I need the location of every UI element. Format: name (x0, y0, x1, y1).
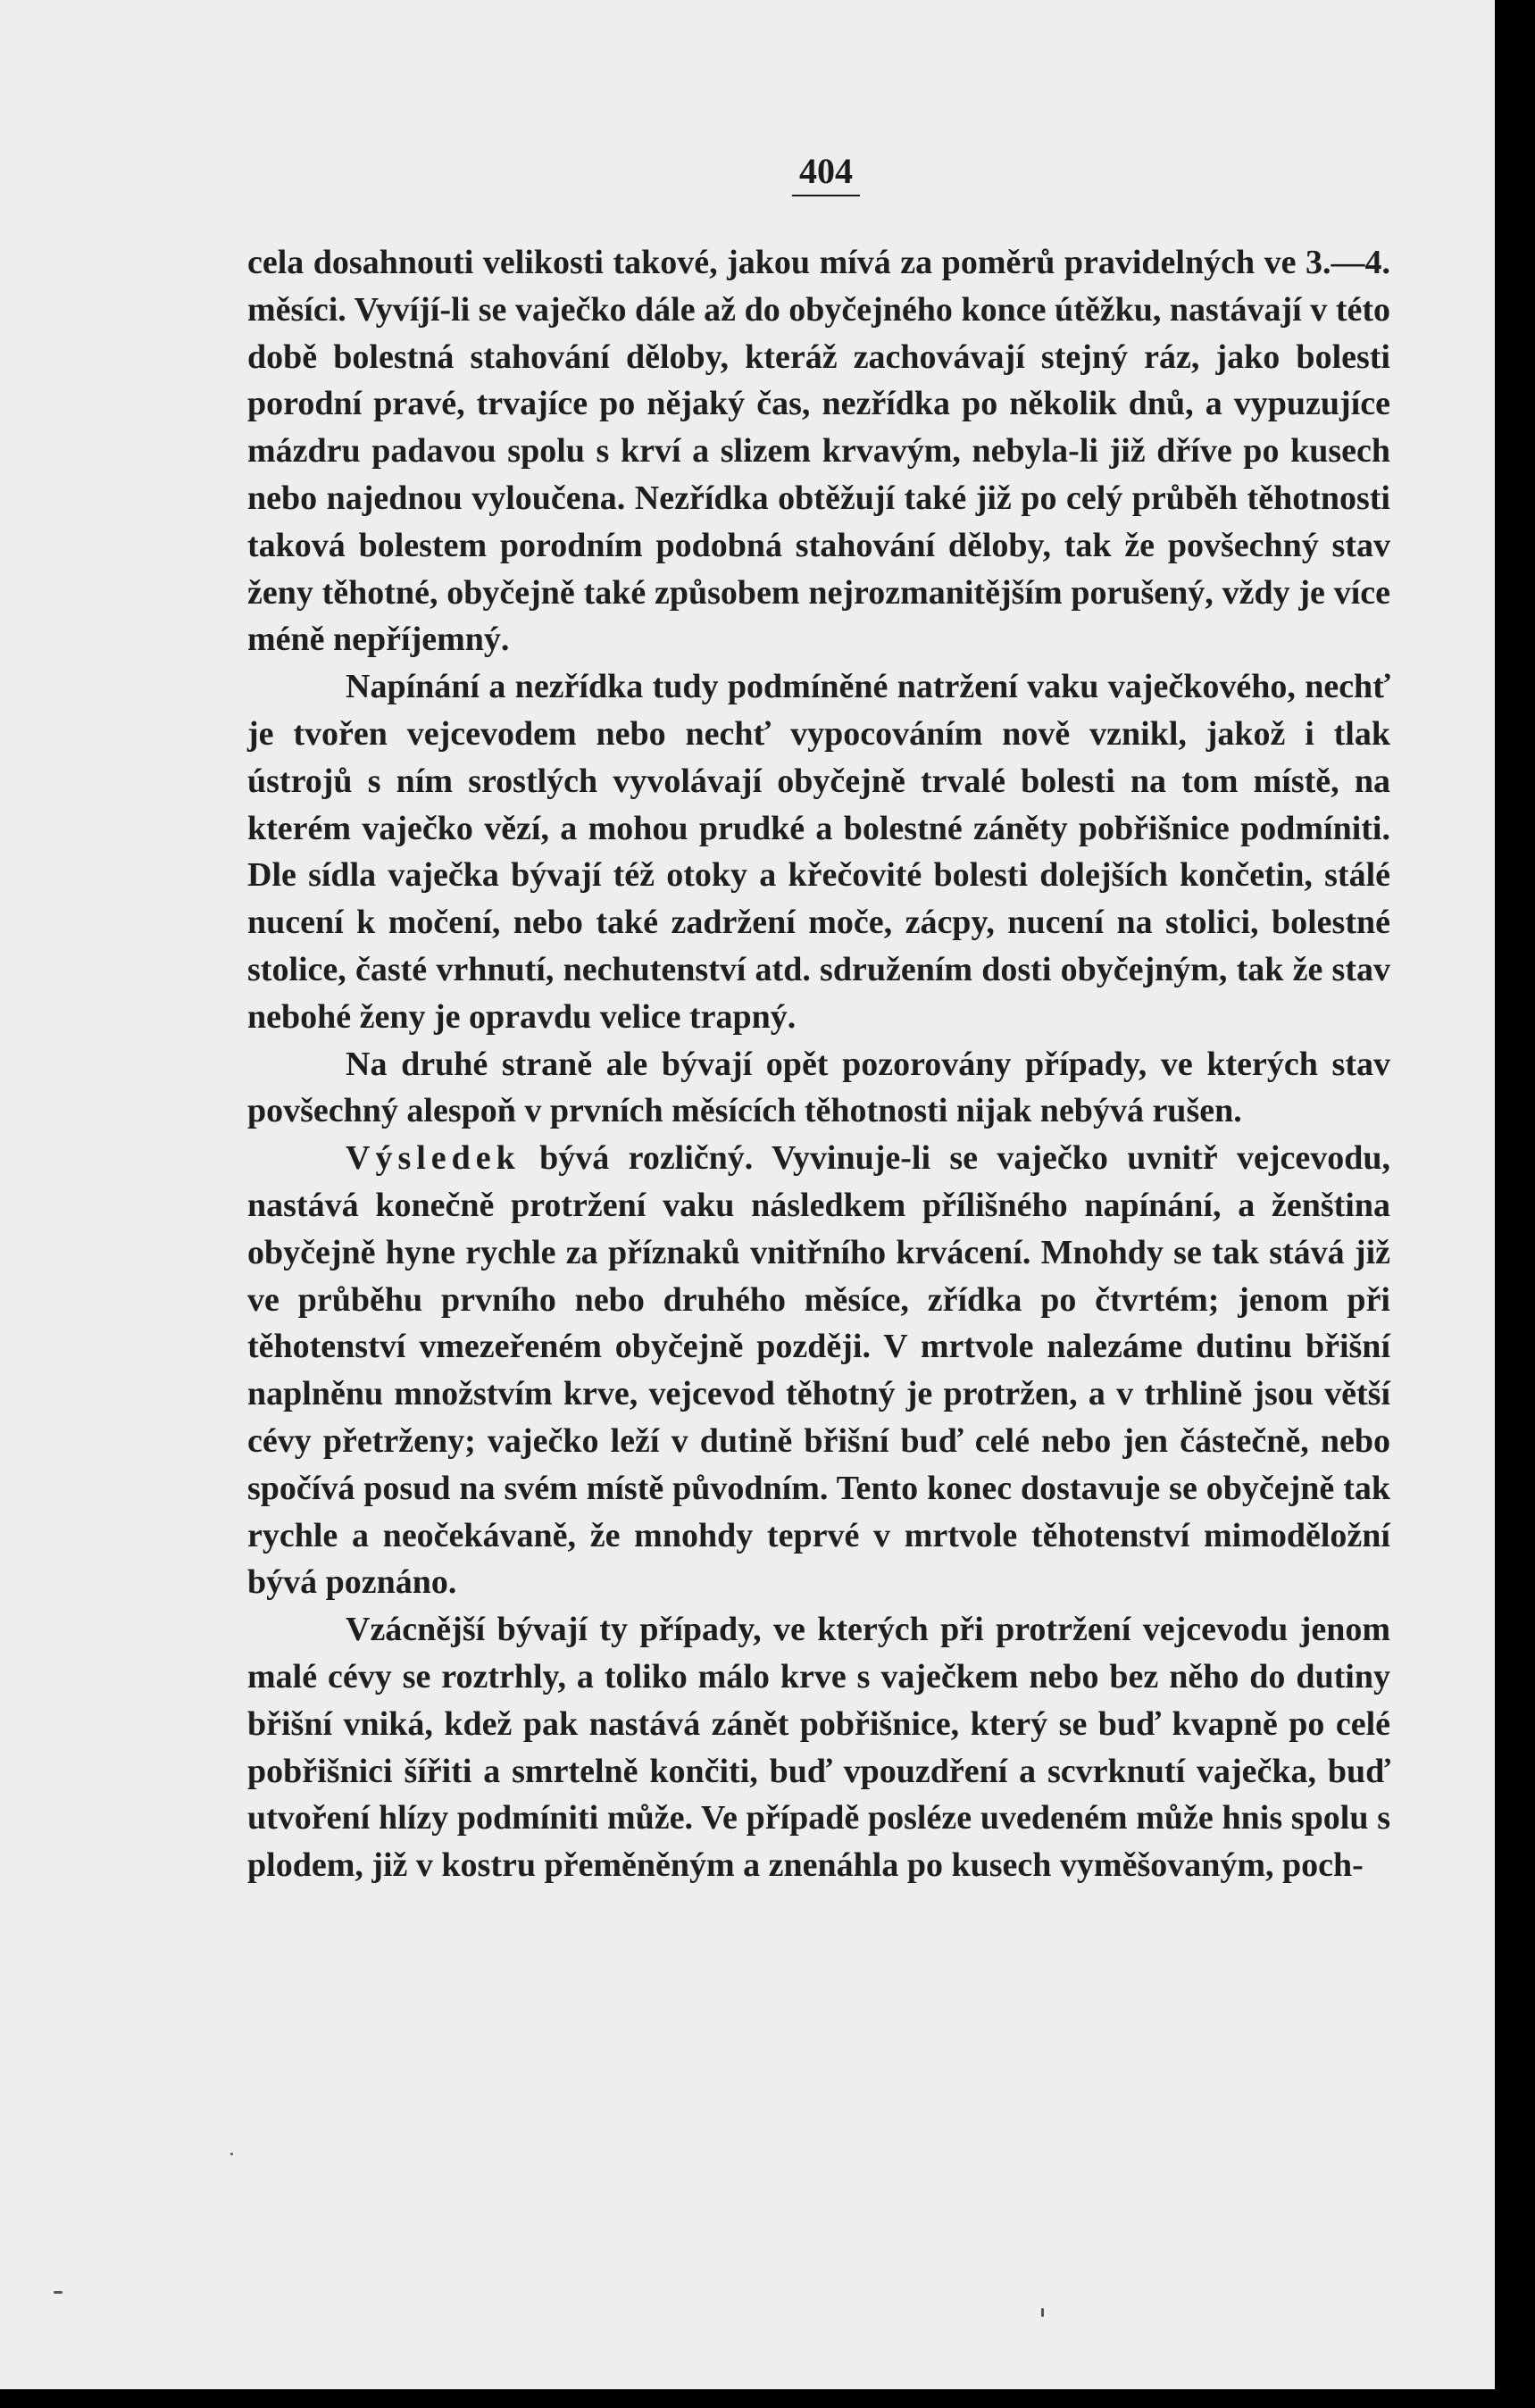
page-number-text: 404 (792, 150, 860, 196)
scan-border-right (1495, 0, 1535, 2408)
scan-speck (1041, 2308, 1044, 2317)
scan-speck (230, 2153, 233, 2155)
paragraph-2: Napínání a nezřídka tudy podmíněné natržení vaku vaječkového, nechť je tvořen vejcevodem nebo nechť vypocováním nově vznikl, jakož i tlak ústrojů s ním srostlých vyvolávají obyčejně trvalé bolesti na tom místě, na kterém vaječko vězí, a mohou prudké a bolestné záněty pobřišnice podmíniti. Dle sídla vaječka bývají též otoky a křečovité bolesti dolejších končetin, stálé nucení k močení, nebo také zadržení moče, zácpy, nucení na stolici, bolestné stolice, časté vrhnutí, nechutenství atd. sdružením dosti obyčejným, tak že stav nebohé ženy je opravdu velice trapný. (247, 668, 1390, 1036)
spaced-lead-word: Výsledek (346, 1139, 521, 1178)
paragraph-4-text: bývá rozličný. Vyvinuje-li se vaječko uvnitř vejcevodu, nastává konečně protržení vaku následkem přílišného napínání, a ženština obyčejně hyne rychle za příznaků vnitřního krvácení. Mnohdy se tak stává již ve průběhu prvního nebo druhého měsíce, zřídka po čtvrtém; jenom při těhotenství vmezeřeném obyčejně později. V mrtvole nalezáme dutinu břišní naplněnu množstvím krve, vejcevod těhotný je protržen, a v trhlině jsou větší cévy přetrženy; vaječko leží v dutině břišní buď celé nebo jen částečně, nebo spočívá posud na svém místě původním. Tento konec dostavuje se obyčejně tak rychle a neočekávaně, že mnohdy teprvé v mrtvole těhotenství mimoděložní bývá poznáno. (247, 1139, 1390, 1602)
page-number (0, 150, 1495, 196)
paragraph-4 (247, 1135, 1390, 1606)
body-text (247, 239, 1390, 1889)
paragraph-5: Vzácnější bývají ty případy, ve kterých při protržení vejcevodu jenom malé cévy se roztrhly, a toliko málo krve s vaječkem nebo bez něho do dutiny břišní vniká, kdež pak nastává zánět pobřišnice, který se buď kvapně po celé pobřišnici šířiti a smrtelně končiti, buď vpouzdření a scvrknutí vaječka, buď utvoření hlízy podmíniti může. Ve případě posléze uvedeném může hnis spolu s plodem, již v kostru přeměněným a znenáhla po kusech vyměšovaným, poch- (247, 1611, 1390, 1885)
scan-border-bottom (0, 2389, 1535, 2408)
paragraph-1: cela dosahnouti velikosti takové, jakou mívá za poměrů pravidelných ve 3.—4. měsíci. Vyvíjí-li se vaječko dále až do obyčejného konce útěžku, nastávají v této době bolestná stahování děloby, kteráž zachovávají stejný ráz, jako bolesti porodní pravé, trvajíce po nějaký čas, nezřídka po několik dnů, a vypuzujíce mázdru padavou spolu s krví a slizem krvavým, nebyla-li již dříve po kusech nebo najednou vyloučena. Nezřídka obtěžují také již po celý průběh těhotnosti taková bolestem porodním podobná stahování děloby, tak že povšechný stav ženy těhotné, obyčejně také způsobem nejrozmanitějším porušený, vždy je více méně nepříjemný. (247, 244, 1390, 659)
scan-speck (54, 2291, 63, 2294)
paragraph-3: Na druhé straně ale bývají opět pozorovány případy, ve kterých stav povšechný alespoň v prvních měsících těhotnosti nijak nebývá rušen. (247, 1045, 1390, 1130)
